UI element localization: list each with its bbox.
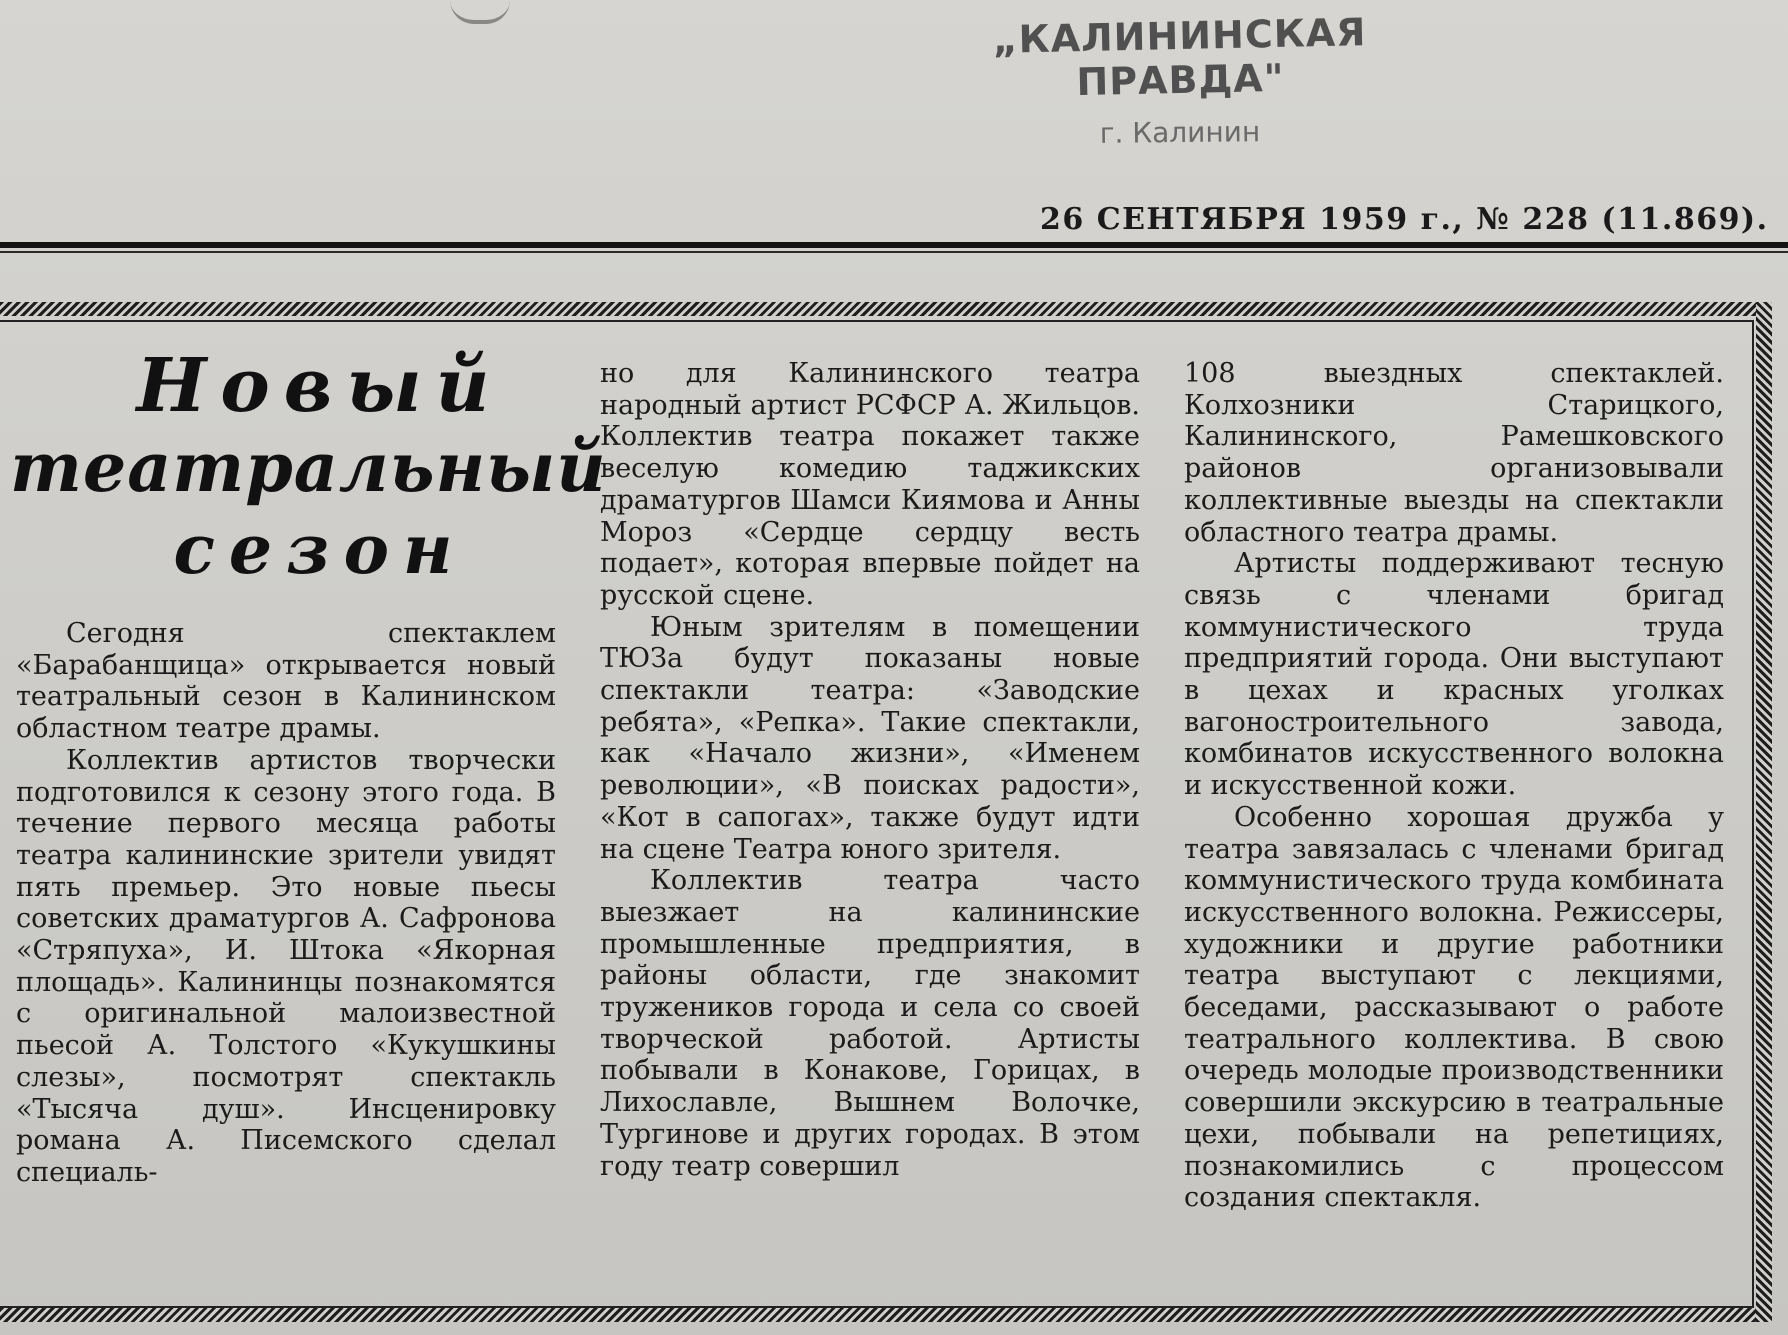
masthead-stamp: [900, 10, 1460, 150]
paragraph: Юным зрителям в помещении ТЮЗа будут показаны новые спектакли театра: «Заводские ребята», «Репка». Такие спектакли, как «Начало жизни», «Именем революции», «В поисках радости», «Кот в сапогах», также будут идти на сцене Театра юного зрителя.: [600, 611, 1140, 865]
paragraph: 108 выездных спектаклей. Колхозники Старицкого, Калининского, Рамешковского районов организовывали коллективные выезды на спектакли областного театра драмы.: [1184, 358, 1724, 548]
article-column-1: [16, 618, 556, 1189]
pen-mark: [450, 0, 510, 24]
newspaper-city: г. Калинин: [1099, 115, 1261, 150]
headline-line-1: Новый: [136, 343, 504, 429]
headline-line-3: сезон: [173, 510, 467, 590]
header-rule: [0, 242, 1788, 248]
frame-border-bottom: [0, 1308, 1772, 1322]
issue-dateline: 26 СЕНТЯБРЯ 1959 г., № 228 (11.869).: [1040, 202, 1769, 237]
frame-border-right: [1756, 302, 1772, 1322]
paragraph: Сегодня спектаклем «Барабанщица» открывается новый театральный сезон в Калининском областном театре драмы.: [16, 618, 556, 745]
paragraph: Коллектив театра часто выезжает на калининские промышленные предприятия, в районы области, где знакомит тружеников города и села со своей творческой работой. Артисты побывали в Конакове, Горицах, в Лихославле, Вышнем Волочке, Тургинове и других городах. В этом году театр совершил: [600, 865, 1140, 1182]
frame-border-top: [0, 302, 1772, 316]
article-column-2: [600, 358, 1140, 1182]
header-rule-thin: [0, 251, 1788, 253]
paragraph: Особенно хорошая дружба у театра завязалась с членами бригад коммунистического труда комбината искусственного волокна. Режиссеры, художники и другие работники театра выступают с лекциями, беседами, рассказывают о работе театрального коллектива. В свою очередь молодые производственники совершили экскурсию в театральные цехи, побывали на репетициях, познакомились с процессом создания спектакля.: [1184, 801, 1724, 1214]
newspaper-name: „КАЛИНИНСКАЯ ПРАВДА": [992, 10, 1367, 105]
article-headline: [10, 343, 607, 591]
paragraph: но для Калининского театра народный артист РСФСР А. Жильцов. Коллектив театра покажет также веселую комедию таджикских драматургов Шамси Киямова и Анны Мороз «Сердце сердцу весть подает», которая впервые пойдет на русской сцене.: [600, 358, 1140, 611]
article-column-3: [1184, 358, 1724, 1214]
paragraph: Коллектив артистов творчески подготовился к сезону этого года. В течение первого месяца работы театра калининские зрители увидят пять премьер. Это новые пьесы советских драматургов А. Сафронова «Стряпуха», И. Штока «Якорная площадь». Калининцы познакомятся с оригинальной малоизвестной пьесой А. Толстого «Кукушкины слезы», посмотрят спектакль «Тысяча душ». Инсценировку романа А. Писемского сделал специаль-: [16, 744, 556, 1188]
paragraph: Артисты поддерживают тесную связь с членами бригад коммунистического труда предприятий города. Они выступают в цехах и красных уголках вагоностроительного завода, комбинатов искусственного волокна и искусственной кожи.: [1184, 548, 1724, 802]
headline-line-2: театральный: [10, 428, 607, 508]
